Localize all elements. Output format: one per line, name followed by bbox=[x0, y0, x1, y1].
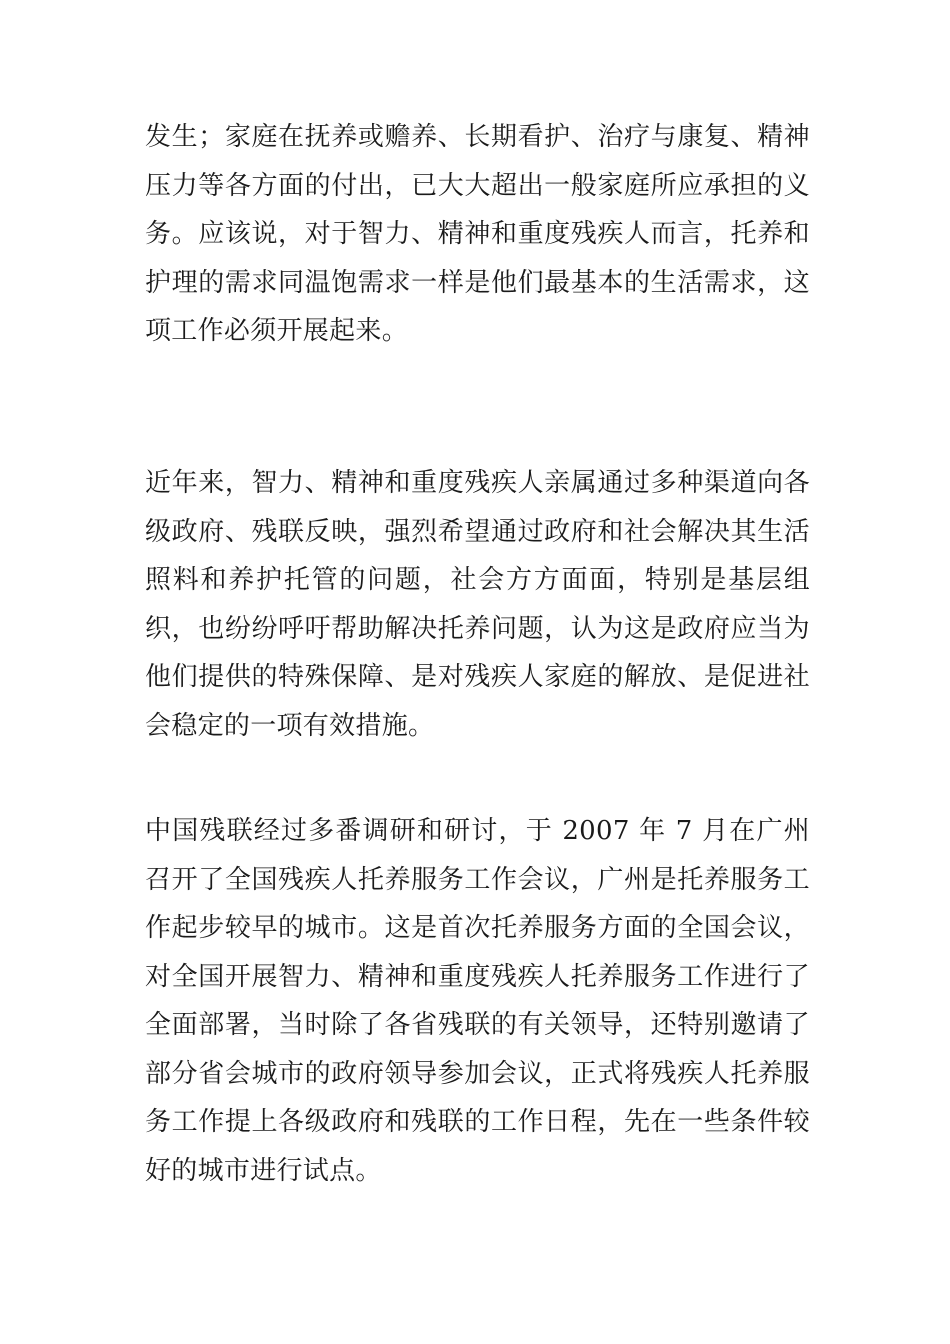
paragraph-3: 中国残联经过多番调研和研讨，于 2007 年 7 月在广州召开了全国残疾人托养服务工作会议，广州是托养服务工作起步较早的城市。这是首次托养服务方面的全国会议，对全国开展智力、精神和重度残疾人托养服务工作进行了全面部署，当时除了各省残联的有关领导，还特别邀请了部分省会城市的政府领导参加会议，正式将残疾人托养服务工作提上各级政府和残联的工作日程，先在一些条件较好的城市进行试点。 bbox=[145, 816, 810, 1186]
paragraph-2: 近年来，智力、精神和重度残疾人亲属通过多种渠道向各级政府、残联反映，强烈希望通过政府和社会解决其生活照料和养护托管的问题，社会方方面面，特别是基层组织，也纷纷呼吁帮助解决托养问题，认为这是政府应当为他们提供的特殊保障、是对残疾人家庭的解放、是促进社会稳定的一项有效措施。 bbox=[145, 468, 810, 741]
paragraph-1: 发生；家庭在抚养或赡养、长期看护、治疗与康复、精神压力等各方面的付出，已大大超出一般家庭所应承担的义务。应该说，对于智力、精神和重度残疾人而言，托养和护理的需求同温饱需求一样是他们最基本的生活需求，这项工作必须开展起来。 bbox=[145, 122, 810, 346]
